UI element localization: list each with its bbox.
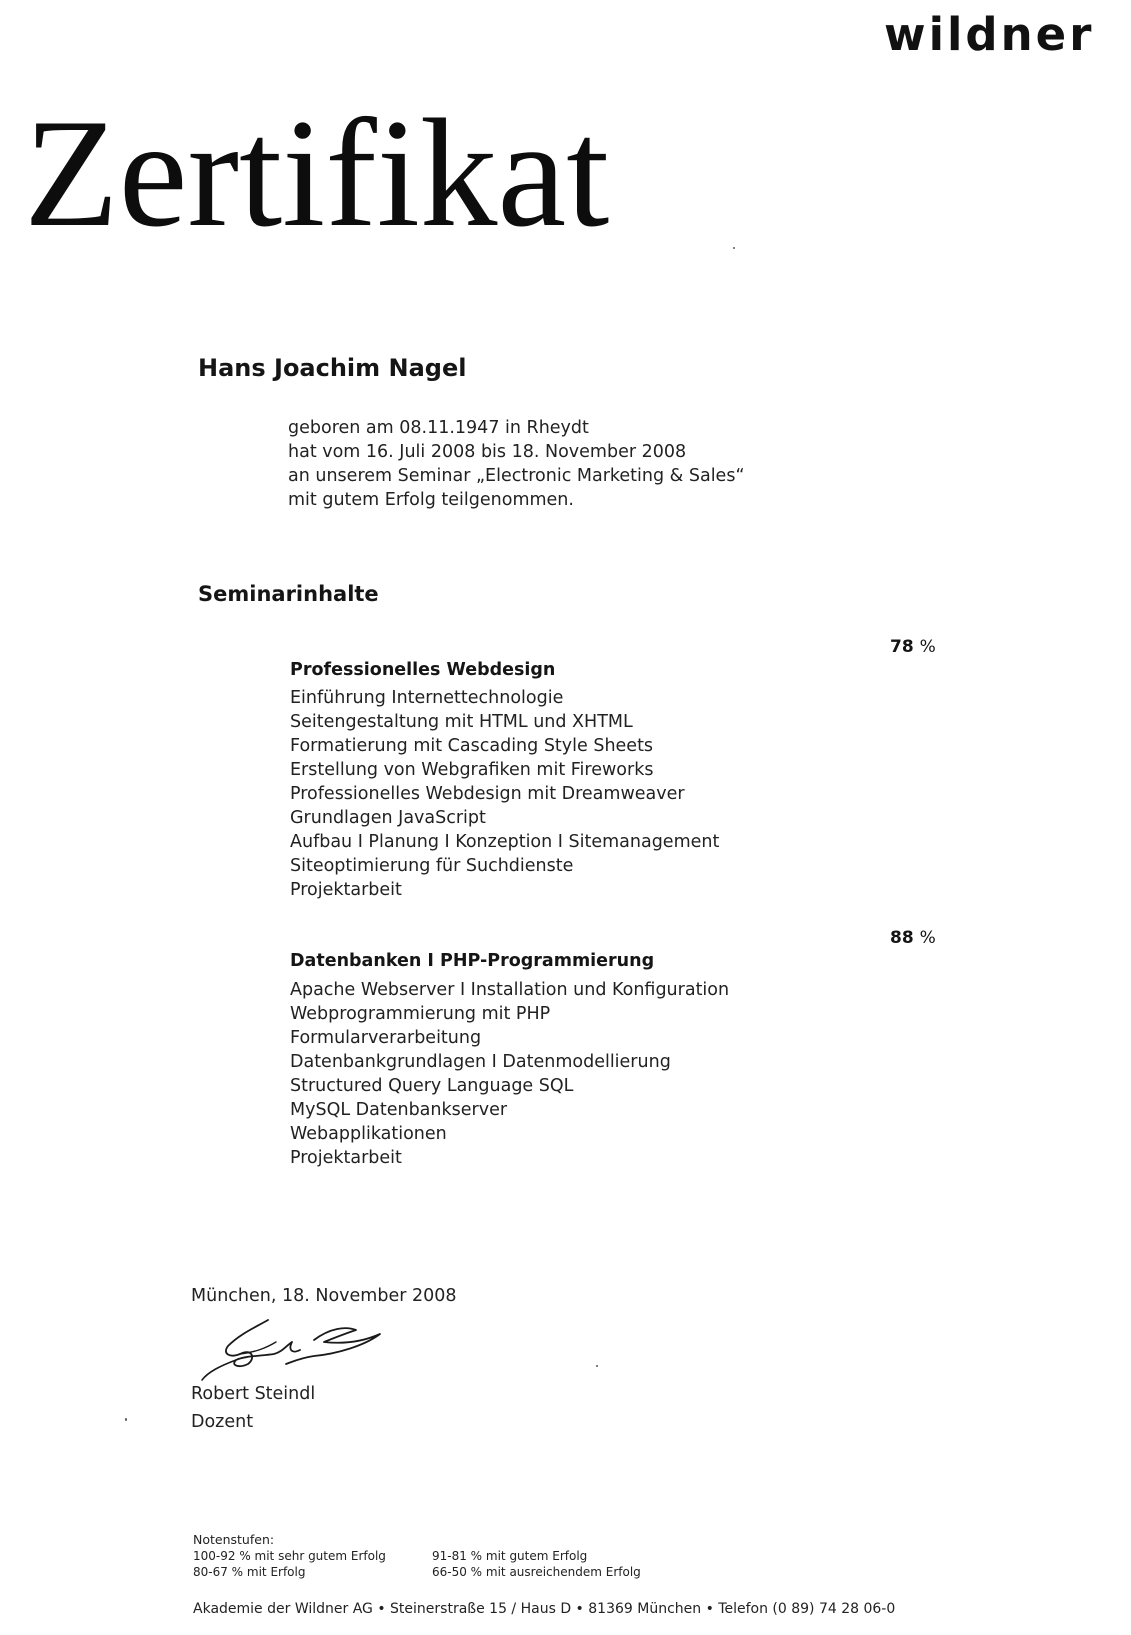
scan-speck	[596, 1365, 598, 1367]
contents-heading: Seminarinhalte	[198, 582, 379, 606]
list-item: Aufbau I Planung I Konzeption I Sitemanagement	[290, 832, 720, 852]
list-item: Erstellung von Webgrafiken mit Fireworks	[290, 760, 654, 780]
module-title: Professionelles Webdesign	[290, 660, 556, 680]
list-item: Siteoptimierung für Suchdienste	[290, 856, 574, 876]
list-item: Formularverarbeitung	[290, 1028, 482, 1048]
signer-role: Dozent	[191, 1412, 254, 1432]
signer-block	[191, 1380, 315, 1436]
list-item: MySQL Datenbankserver	[290, 1100, 508, 1120]
list-item: Structured Query Language SQL	[290, 1076, 574, 1096]
list-item: Projektarbeit	[290, 880, 402, 900]
grade-level: 80-67 % mit Erfolg	[193, 1565, 306, 1579]
list-item: Datenbankgrundlagen I Datenmodellierung	[290, 1052, 671, 1072]
module-topic-list	[290, 978, 729, 1170]
result-line: mit gutem Erfolg teilgenommen.	[288, 490, 574, 510]
list-item: Apache Webserver I Installation und Konfiguration	[290, 980, 730, 1000]
scan-speck	[733, 247, 735, 249]
list-item: Professionelles Webdesign mit Dreamweaver	[290, 784, 685, 804]
handwritten-signature	[196, 1312, 396, 1384]
recipient-details	[288, 416, 745, 512]
list-item: Webprogrammierung mit PHP	[290, 1004, 551, 1024]
module-score-unit: %	[919, 637, 936, 657]
module-score	[890, 637, 936, 657]
list-item: Einführung Internettechnologie	[290, 688, 564, 708]
module-score-value: 78	[890, 637, 914, 657]
certificate-title: Zertifikat	[24, 87, 610, 259]
grade-level: 91-81 % mit gutem Erfolg	[432, 1549, 588, 1563]
list-item: Webapplikationen	[290, 1124, 447, 1144]
grade-level: 66-50 % mit ausreichendem Erfolg	[432, 1565, 641, 1579]
module-score	[890, 928, 936, 948]
module-score-unit: %	[919, 928, 936, 948]
grade-level: 100-92 % mit sehr gutem Erfolg	[193, 1549, 386, 1563]
signer-name: Robert Steindl	[191, 1384, 316, 1404]
brand-logo: wildner	[884, 8, 1095, 61]
list-item: Seitengestaltung mit HTML und XHTML	[290, 712, 633, 732]
list-item: Projektarbeit	[290, 1148, 402, 1168]
birth-line: geboren am 08.11.1947 in Rheydt	[288, 418, 589, 438]
place-and-date: München, 18. November 2008	[191, 1286, 457, 1306]
scan-speck	[125, 1418, 127, 1421]
seminar-line: an unserem Seminar „Electronic Marketing & Sales“	[288, 466, 745, 486]
list-item: Grundlagen JavaScript	[290, 808, 486, 828]
module-topic-list	[290, 686, 719, 902]
period-line: hat vom 16. Juli 2008 bis 18. November 2008	[288, 442, 687, 462]
recipient-name: Hans Joachim Nagel	[198, 354, 467, 382]
module-score-value: 88	[890, 928, 914, 948]
list-item: Formatierung mit Cascading Style Sheets	[290, 736, 654, 756]
module-title: Datenbanken I PHP-Programmierung	[290, 951, 655, 971]
grades-heading: Notenstufen:	[193, 1532, 275, 1547]
footer-address: Akademie der Wildner AG • Steinerstraße 15 / Haus D • 81369 München • Telefon (0 89) 74 28 06-0	[193, 1601, 896, 1617]
